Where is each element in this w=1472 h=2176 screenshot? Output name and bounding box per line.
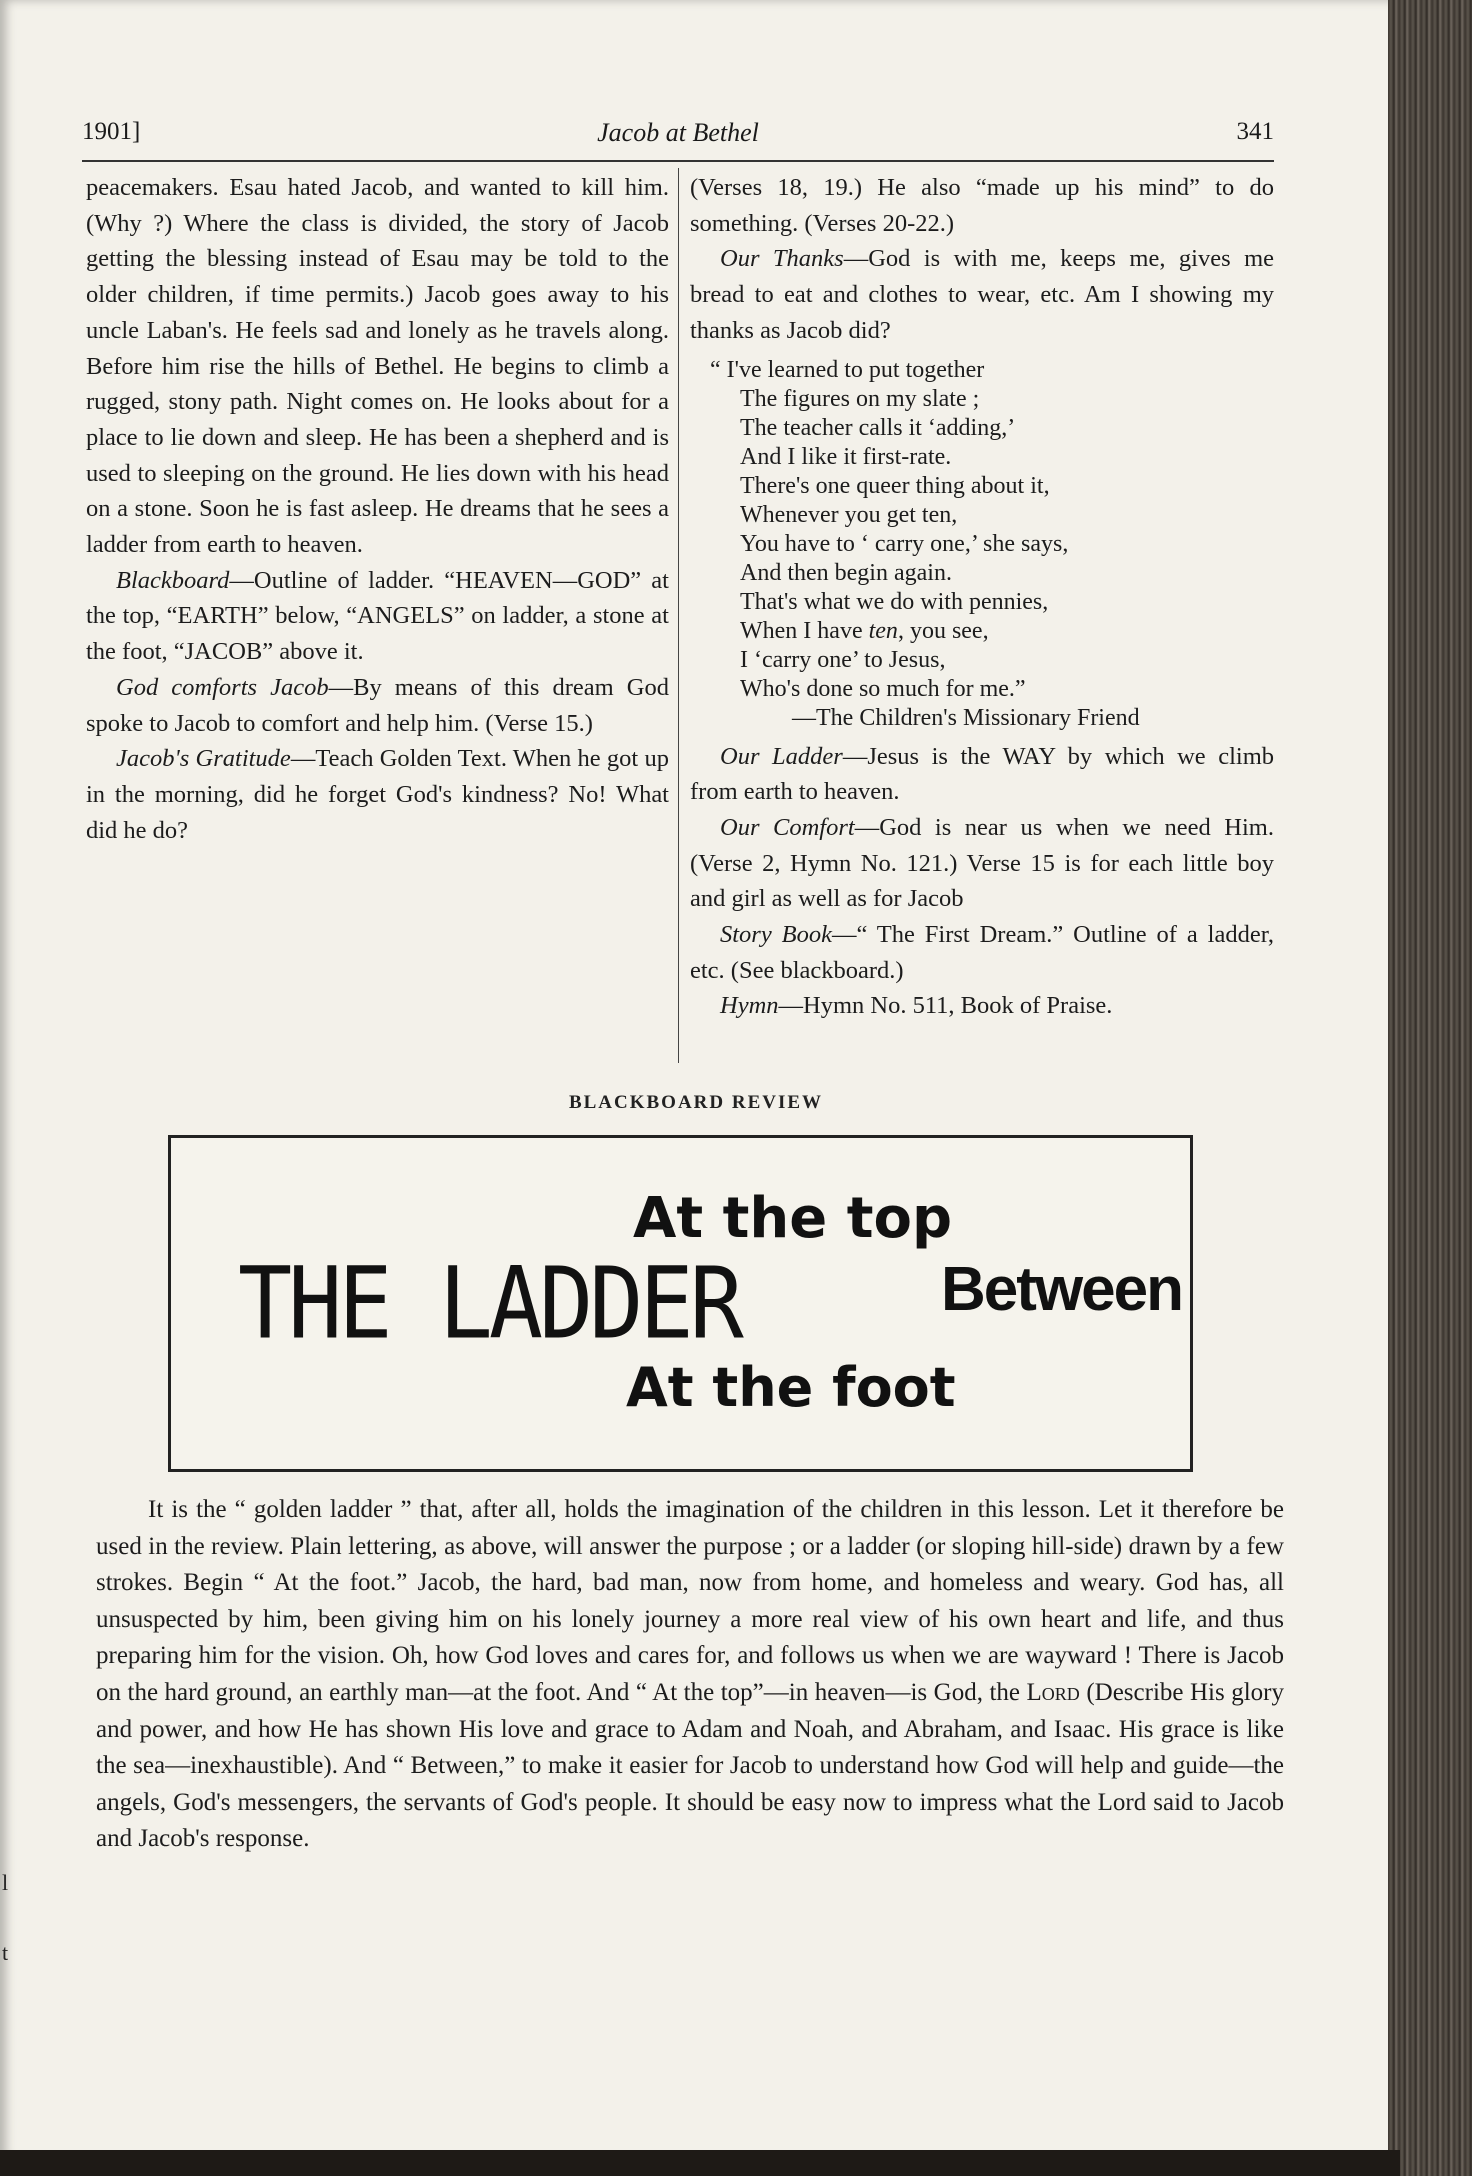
book-edge	[1388, 0, 1472, 2176]
poem-attribution: —The Children's Missionary Friend	[792, 704, 1140, 731]
left-paragraph-1: peacemakers. Esau hated Jacob, and wanted to kill him. (Why ?) Where the class is divided, the story of Jacob getting the blessing instead of Esau may be told to the older children, if time permits.) Jacob goes away to his uncle Laban's. He feels sad and lonely as he travels along. Before him rise the hills of Bethel. He begins to climb a rugged, stony path. Night comes on. He looks about for a place to lie down and sleep. He has been a shepherd and is used to sleeping on the ground. He lies down with his head on a stone. Soon he is fast asleep. He dreams that he sees a ladder from earth to heaven.	[86, 174, 669, 559]
right-paragraph-1: (Verses 18, 19.) He also “made up his mind” to do something. (Verses 20-22.)	[690, 174, 1274, 237]
blackboard-foot: At the foot	[626, 1356, 956, 1419]
poem-line-2: The figures on my slate ;	[740, 385, 980, 412]
running-head-title: Jacob at Bethel	[597, 118, 759, 147]
poem-line-1: “ I've learned to put together	[710, 356, 985, 383]
hymn-text: —Hymn No. 511, Book of Praise.	[778, 992, 1113, 1020]
poem-line-8: And then begin again.	[740, 559, 952, 586]
comfort-text: —God is near us when we need Him. (Verse 2, Hymn No. 121.) Verse 15 is for each little boy and girl as well as for Jacob	[690, 813, 1274, 913]
running-head-year: 1901]	[82, 118, 141, 145]
margin-mark-1: l	[2, 1870, 9, 1895]
ladder-lead: Our Ladder	[720, 742, 843, 770]
left-column	[86, 170, 669, 848]
gratitude-text: —Teach Golden Text. When he got up in the morning, did he forget God's kindness? No! What did he do?	[86, 745, 670, 844]
running-head	[82, 112, 1274, 162]
gratitude-lead: Jacob's Gratitude	[116, 745, 291, 773]
poem-line-10-c: , you see,	[897, 617, 989, 644]
blackboard-main: THE LADDER	[238, 1246, 740, 1362]
poem-line-9: That's what we do with pennies,	[740, 588, 1049, 615]
story-paragraph	[690, 917, 1274, 988]
blackboard-between: Between	[941, 1255, 1182, 1324]
poem-line-5: There's one queer thing about it,	[740, 472, 1050, 499]
page-bottom-edge	[0, 2150, 1400, 2176]
thanks-lead: Our Thanks	[720, 245, 844, 273]
review-paragraph	[96, 1492, 1284, 1858]
blackboard-text: —Outline of ladder. “HEAVEN—GOD” at the top, “EARTH” below, “ANGELS” on ladder, a stone at the foot, “JACOB” above it.	[86, 566, 669, 666]
comfort-lead: Our Comfort	[720, 813, 855, 841]
hymn-paragraph	[690, 988, 1274, 1024]
ladder-paragraph	[690, 739, 1274, 810]
comforts-lead: God comforts Jacob	[116, 673, 329, 701]
poem-line-4: And I like it first-rate.	[740, 443, 952, 470]
column-divider	[678, 168, 679, 1063]
review-text-a: It is the “ golden ladder ” that, after all, holds the imagination of the children in this lesson. Let it therefore be used in the review. Plain lettering, as above, will answer the purpose ; or a ladder (or sloping hill-side) drawn by a few strokes. Begin “ At the foot.” Jacob, the hard, bad man, now from home, and homeless and weary. God has, all unsuspected by him, been giving him on his lonely journey a more real view of his own heart and life, and thus preparing him for the vision. Oh, how God loves and cares for, and follows us when we are wayward ! There is Jacob on the hard ground, an earthly man—at the foot. And “ At the top”—in heaven—is God, the	[96, 1496, 1284, 1706]
ladder-text: —Jesus is the WAY by which we climb from earth to heaven.	[690, 742, 1275, 806]
poem-line-6: Whenever you get ten,	[740, 501, 958, 528]
review-text-b: (Describe His glory and power, and how He has shown His love and grace to Adam and Noah, and Abraham, and Isaac. His grace is like the sea—inexhaustible). And “ Between,” to make it easier for Jacob to understand how God will help and guide—the angels, God's messengers, the servants of God's people. It should be easy now to impress what the Lord said to Jacob and Jacob's response.	[96, 1678, 1284, 1853]
poem-line-10	[710, 617, 1274, 646]
poem-line-10-b: ten	[868, 617, 898, 644]
hymn-lead: Hymn	[720, 992, 779, 1020]
gratitude-paragraph	[86, 741, 669, 848]
thanks-text: —God is with me, keeps me, gives me bread to eat and clothes to wear, etc. Am I showing my thanks as Jacob did?	[690, 245, 1274, 344]
poem-line-12: Who's done so much for me.”	[740, 675, 1026, 702]
blackboard-paragraph	[86, 563, 669, 670]
comforts-paragraph	[86, 670, 669, 741]
poem-line-11: I ‘carry one’ to Jesus,	[740, 646, 946, 673]
poem-line-10-a: When I have	[740, 617, 869, 644]
right-column	[690, 170, 1274, 1024]
poem-line-3: The teacher calls it ‘adding,’	[740, 414, 1016, 441]
story-text: —“ The First Dream.” Outline of a ladder, etc. (See blackboard.)	[690, 921, 1274, 984]
page-number: 341	[1236, 118, 1274, 145]
review-text	[96, 1492, 1284, 1858]
review-lord: Lord	[1026, 1678, 1080, 1706]
poem-line-7: You have to ‘ carry one,’ she says,	[740, 530, 1069, 557]
blackboard-review-heading: BLACKBOARD REVIEW	[568, 1092, 824, 1113]
blackboard-lead: Blackboard	[116, 566, 230, 594]
poem	[690, 356, 1274, 733]
comforts-text: —By means of this dream God spoke to Jacob to comfort and help him. (Verse 15.)	[86, 673, 669, 737]
blackboard-top: At the top	[633, 1186, 953, 1251]
margin-mark-2: t	[2, 1940, 9, 1965]
thanks-paragraph	[690, 241, 1274, 348]
comfort-paragraph	[690, 810, 1274, 917]
blackboard-box	[168, 1135, 1193, 1472]
story-lead: Story Book	[720, 921, 832, 949]
